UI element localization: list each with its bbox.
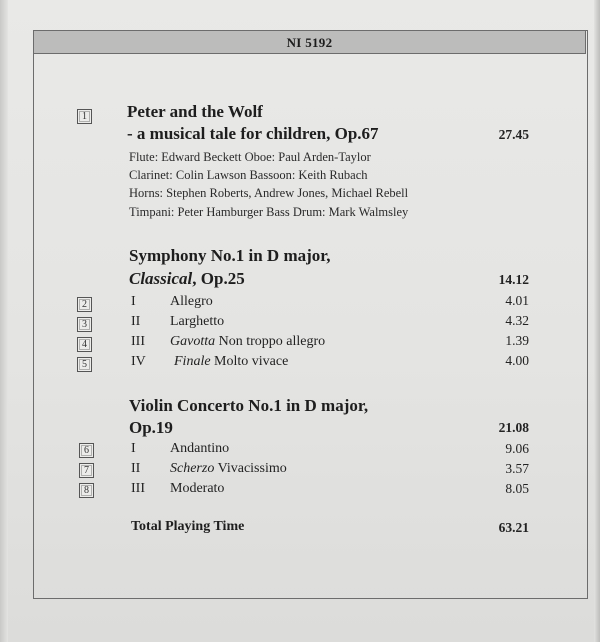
performer-credit: Clarinet: Colin Lawson Bassoon: Keith Rubach [129, 168, 368, 182]
header-band [33, 30, 586, 54]
work-title: Violin Concerto No.1 in D major, [129, 396, 369, 415]
movement-name: Finale Molto vivace [174, 354, 289, 369]
movement-title-italic: Gavotta [170, 334, 216, 349]
movement-name: Allegro [170, 294, 213, 309]
total-playing-time: 63.21 [498, 520, 529, 535]
movement-number: IV [131, 354, 146, 369]
movement-time: 4.00 [505, 353, 529, 368]
movement-number: III [131, 481, 145, 496]
catalogue-number: NI 5192 [286, 35, 333, 50]
movement-name: Gavotta Non troppo allegro [170, 334, 326, 349]
movement-time: 1.39 [505, 333, 529, 348]
movement-title-italic: Scherzo [170, 461, 215, 476]
work-title: Peter and the Wolf [127, 102, 263, 121]
work-subtitle [129, 269, 245, 289]
movement-number: III [131, 334, 145, 349]
performer-credit: Flute: Edward Beckett Oboe: Paul Arden-Taylor [129, 150, 371, 164]
track-number-box: 6 [79, 443, 94, 458]
movement-number: II [131, 461, 141, 476]
movement-time: 3.57 [505, 461, 529, 476]
movement-number: I [131, 441, 136, 456]
movement-time: 8.05 [505, 481, 529, 496]
track-number-box: 1 [77, 109, 92, 124]
track-number-box: 2 [77, 297, 92, 312]
movement-number: I [131, 294, 136, 309]
page-left-edge [0, 0, 8, 642]
work-opus: , Op.25 [192, 269, 245, 288]
track-number-box: 4 [77, 337, 92, 352]
work-title: Symphony No.1 in D major, [129, 246, 331, 265]
work-duration: 21.08 [498, 420, 529, 435]
work-nickname: Classical [129, 269, 193, 288]
movement-name: Larghetto [170, 314, 225, 329]
movement-time: 4.01 [505, 293, 529, 308]
work-subtitle: Op.19 [129, 418, 173, 437]
track-number-box: 8 [79, 483, 94, 498]
movement-title-italic: Finale [174, 354, 211, 369]
movement-time: 4.32 [505, 313, 529, 328]
movement-name: Andantino [170, 441, 230, 456]
page-right-edge [594, 0, 600, 642]
work-duration: 14.12 [498, 272, 529, 287]
movement-time: 9.06 [505, 441, 529, 456]
movement-name: Scherzo Vivacissimo [170, 461, 287, 476]
movement-number: II [131, 314, 141, 329]
track-number-box: 5 [77, 357, 92, 372]
movement-name: Moderato [170, 481, 225, 496]
work-duration: 27.45 [498, 127, 529, 142]
total-playing-time-label: Total Playing Time [131, 519, 245, 534]
performer-credit: Timpani: Peter Hamburger Bass Drum: Mark Walmsley [129, 205, 409, 219]
work-subtitle: - a musical tale for children, Op.67 [127, 124, 379, 143]
track-number-box: 7 [79, 463, 94, 478]
track-number-box: 3 [77, 317, 92, 332]
performer-credit: Horns: Stephen Roberts, Andrew Jones, Michael Rebell [129, 186, 409, 200]
